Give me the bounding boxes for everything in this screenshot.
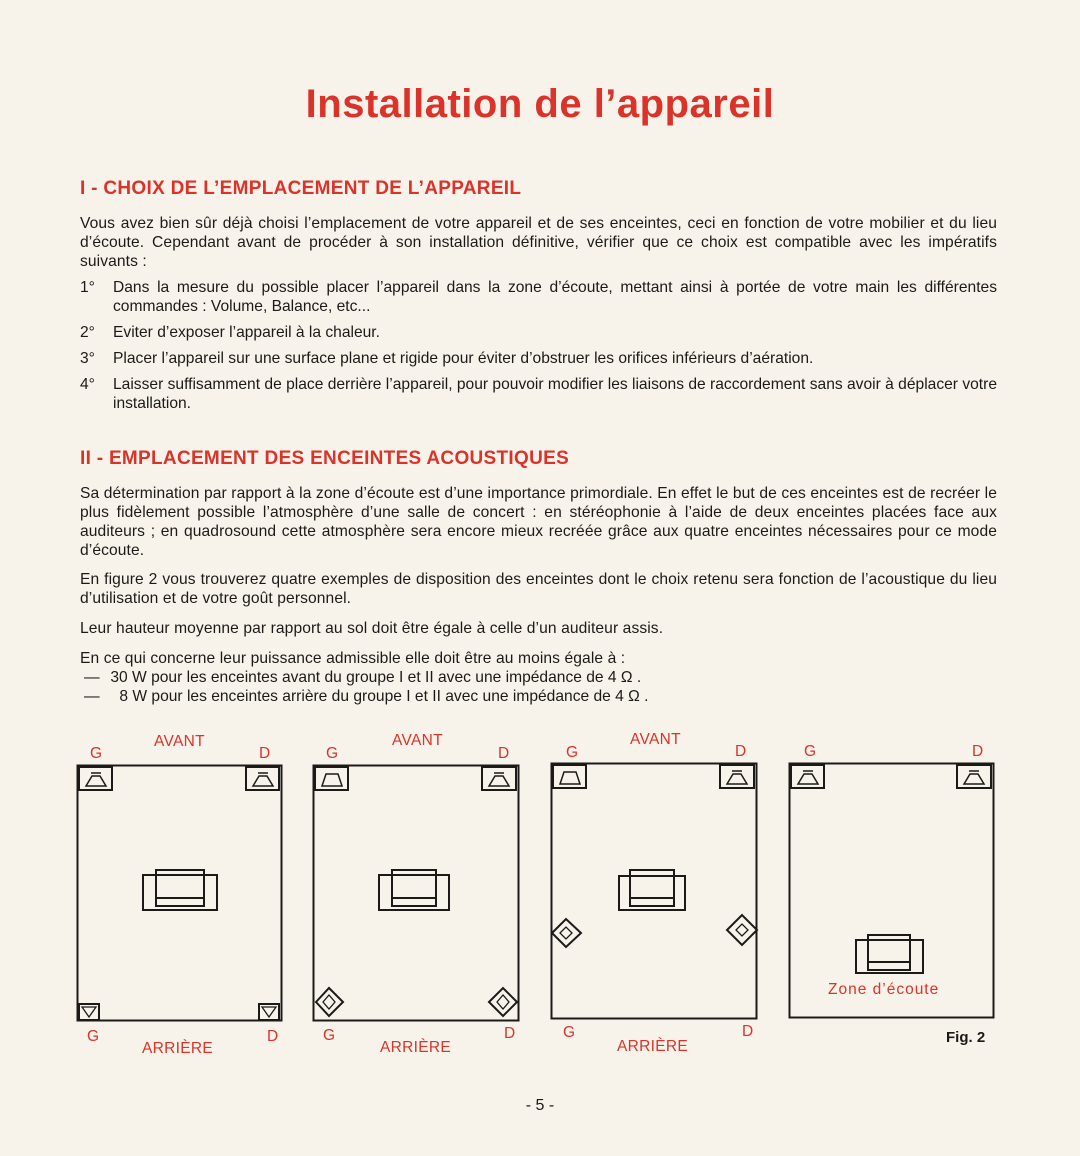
label-right: D [504, 1025, 516, 1042]
armchair-icon [379, 870, 449, 910]
speaker-icon [315, 767, 348, 790]
list-item [80, 375, 997, 413]
label-right: D [267, 1028, 279, 1045]
speaker-icon [246, 767, 279, 790]
label-left: G [804, 743, 817, 760]
page-number: - 5 - [525, 1097, 555, 1114]
list-item-number: 2° [80, 324, 95, 341]
label-left: G [566, 744, 579, 761]
speaker-icon [552, 919, 581, 947]
room-diagram [76, 764, 284, 1024]
label-rear: ARRIÈRE [617, 1038, 689, 1055]
armchair-icon [143, 870, 217, 910]
list-item-text: Placer l’appareil sur une surface plane et rigide pour éviter d’obstruer les orifices inférieurs d’aération. [113, 350, 814, 367]
section-2-paragraph: Leur hauteur moyenne par rapport au sol doit être égale à celle d’un auditeur assis. [80, 620, 664, 637]
label-rear: ARRIÈRE [142, 1040, 214, 1057]
label-left: G [90, 745, 103, 762]
armchair-icon [619, 870, 685, 910]
power-item-text: 30 W pour les enceintes avant du groupe I et II avec une impédance de 4 Ω . [110, 669, 642, 686]
speaker-icon [259, 1004, 279, 1020]
section-1-intro: Vous avez bien sûr déjà choisi l’emplacement de votre appareil et de ses enceintes, ceci en fonction de votre mobilier et du lieu d’écoute. Cependant avant de procéder à son installation définitive, vérifier que ce choix est compatible avec les impératifs suivants : [80, 215, 997, 270]
label-front: AVANT [392, 732, 443, 749]
page-title: Installation de l’appareil [305, 82, 775, 126]
label-left: G [326, 745, 339, 762]
label-left: G [323, 1027, 336, 1044]
dash-bullet: — [84, 688, 100, 705]
label-right: D [972, 743, 984, 760]
label-left: G [87, 1028, 100, 1045]
label-right: D [498, 745, 510, 762]
speaker-icon [482, 767, 516, 790]
label-right: D [742, 1023, 754, 1040]
label-right: D [259, 745, 271, 762]
list-item-text: Eviter d’exposer l’appareil à la chaleur. [113, 324, 380, 341]
speaker-icon [489, 988, 517, 1016]
speaker-icon [316, 988, 343, 1016]
speaker-icon [720, 765, 754, 788]
label-right: D [735, 743, 747, 760]
room-diagram [788, 762, 996, 1021]
power-item [84, 668, 641, 687]
list-item [80, 278, 997, 316]
power-item-text: 8 W pour les enceintes arrière du groupe I et II avec une impédance de 4 Ω . [119, 688, 649, 705]
room-diagram [312, 764, 521, 1024]
armchair-icon [856, 935, 923, 973]
label-front: AVANT [154, 733, 205, 750]
list-item-number: 3° [80, 350, 95, 367]
list-item-number: 1° [80, 279, 95, 296]
figure-caption: Fig. 2 [946, 1029, 986, 1046]
section-2-paragraph: En figure 2 vous trouverez quatre exemples de disposition des enceintes dont le choix retenu sera fonction de l’acoustique du lieu d’utilisation et de votre goût personnel. [80, 571, 997, 607]
list-item-text: Laisser suffisamment de place derrière l’appareil, pour pouvoir modifier les liaisons de raccordement sans avoir à déplacer votre installation. [113, 376, 997, 412]
section-2-paragraph: En ce qui concerne leur puissance admissible elle doit être au moins égale à : [80, 650, 626, 667]
section-2-paragraph: Sa détermination par rapport à la zone d’écoute est d’une importance primordiale. En effet le but de ces enceintes est de recréer le plus fidèlement possible l’atmosphère d’une salle de concert : en stéréophonie à l’aide de deux enceintes placées face aux auditeurs ; en quadrosound cette atmosphère sera encore mieux recréée grâce aux quatre enceintes nécessaires pour ce mode d’écoute. [80, 485, 997, 559]
section-2-heading: II - EMPLACEMENT DES ENCEINTES ACOUSTIQUES [80, 448, 570, 469]
speaker-icon [727, 915, 757, 945]
label-left: G [563, 1024, 576, 1041]
speaker-icon [957, 765, 991, 788]
speaker-icon [79, 767, 112, 790]
list-item-text: Dans la mesure du possible placer l’appareil dans la zone d’écoute, mettant ainsi à portée de votre main les différentes commandes : Volume, Balance, etc... [113, 279, 997, 315]
power-item [84, 687, 649, 706]
room-diagram [550, 762, 759, 1022]
list-item-number: 4° [80, 376, 95, 393]
label-front: AVANT [630, 731, 681, 748]
label-listening-zone: Zone d’écoute [828, 981, 940, 998]
section-1-heading: I - CHOIX DE L’EMPLACEMENT DE L’APPAREIL [80, 178, 522, 199]
list-item [80, 349, 997, 368]
list-item [80, 323, 997, 342]
dash-bullet: — [84, 669, 100, 686]
speaker-icon [553, 765, 586, 788]
label-rear: ARRIÈRE [380, 1039, 452, 1056]
speaker-icon [79, 1004, 99, 1020]
speaker-icon [791, 765, 824, 788]
